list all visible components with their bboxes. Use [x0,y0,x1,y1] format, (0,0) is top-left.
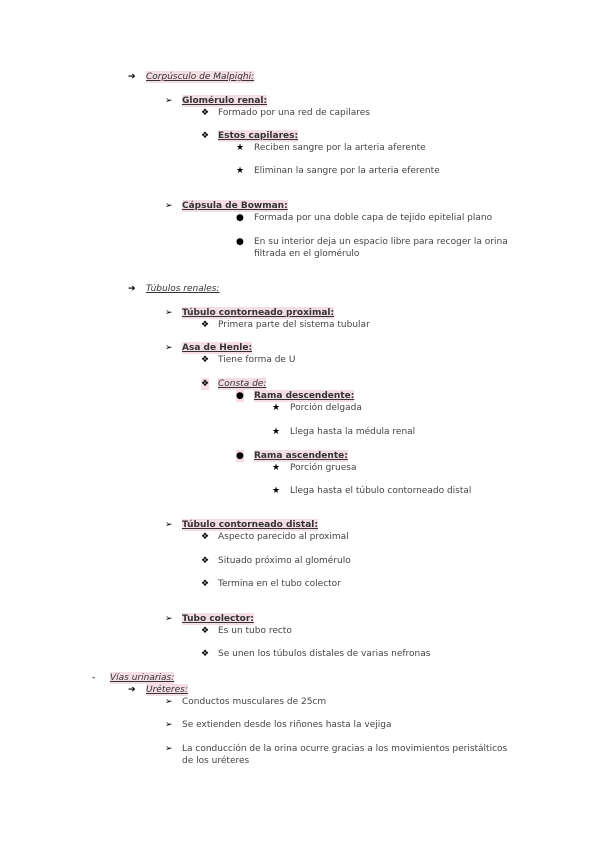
diamond-bullet-icon: ❖ [201,355,210,365]
heading-henle: Asa de Henle: [182,343,253,353]
text-descendente-2: Llega hasta la médula renal [290,427,416,437]
heading-ascendente: Rama ascendente: [254,451,348,461]
diamond-bullet-icon: ❖ [201,108,210,118]
text-henle-1: Tiene forma de U [218,355,296,365]
text-ascendente-1: Porción gruesa [290,463,357,473]
diamond-bullet-icon: ❖ [201,626,210,636]
text-ascendente-2: Llega hasta el túbulo contorneado distal [290,486,472,496]
chevron-bullet-icon: ➢ [165,343,173,353]
heading-tubulos: Túbulos renales: [146,284,220,294]
heading-descendente: Rama descendente: [254,391,355,401]
text-ureteres-1: Conductos musculares de 25cm [182,697,327,707]
diamond-bullet-icon: ❖ [201,579,210,589]
diamond-bullet-icon: ❖ [201,532,210,542]
chevron-bullet-icon: ➢ [165,614,173,624]
text-capsula-1: Formada por una doble capa de tejido epitelial plano [254,213,493,223]
star-bullet-icon: ★ [236,143,245,153]
diamond-bullet-icon: ❖ [201,649,210,659]
chevron-bullet-icon: ➢ [165,308,173,318]
text-capsula-2a: En su interior deja un espacio libre para recoger la orina [254,237,508,247]
text-capilares-2: Eliminan la sangre por la arteria eferente [254,166,440,176]
text-proximal-1: Primera parte del sistema tubular [218,320,370,330]
diamond-bullet-icon: ❖ [201,320,210,330]
diamond-bullet-icon: ❖ [201,556,210,566]
text-distal-2: Situado próximo al glomérulo [218,556,351,566]
heading-ureteres: Uréteres: [146,685,188,695]
diamond-bullet-icon: ❖ [201,131,210,141]
heading-distal: Túbulo contorneado distal: [182,520,318,530]
chevron-bullet-icon: ➢ [165,520,173,530]
arrow-bullet-icon: ➔ [128,284,136,294]
heading-capilares: Estos capilares: [218,131,299,141]
dot-bullet-icon: ● [236,451,244,461]
heading-capsula: Cápsula de Bowman: [182,201,288,211]
heading-consta: Consta de: [218,379,267,389]
text-capsula-2b: filtrada en el glomérulo [254,249,360,259]
chevron-bullet-icon: ➢ [165,744,173,754]
heading-vias: Vías urinarias: [110,673,175,683]
chevron-bullet-icon: ➢ [165,96,173,106]
chevron-bullet-icon: ➢ [165,697,173,707]
star-bullet-icon: ★ [236,166,245,176]
text-capilares-1: Reciben sangre por la arteria aferente [254,143,426,153]
chevron-bullet-icon: ➢ [165,720,173,730]
text-glomerulo-1: Formado por una red de capilares [218,108,370,118]
star-bullet-icon: ★ [272,403,281,413]
heading-colector: Tubo colector: [182,614,254,624]
text-colector-2: Se unen los túbulos distales de varias nefronas [218,649,431,659]
text-ureteres-3a: La conducción de la orina ocurre gracias a los movimientos peristálticos [182,744,508,754]
star-bullet-icon: ★ [272,486,281,496]
arrow-bullet-icon: ➔ [128,685,136,695]
text-colector-1: Es un tubo recto [218,626,292,636]
heading-proximal: Túbulo contorneado proximal: [182,308,335,318]
star-bullet-icon: ★ [272,463,281,473]
diamond-bullet-icon: ❖ [201,379,210,389]
dash-bullet-icon: - [92,673,96,683]
dot-bullet-icon: ● [236,237,244,247]
dot-bullet-icon: ● [236,213,244,223]
text-descendente-1: Porción delgada [290,403,362,413]
heading-glomerulo: Glomérulo renal: [182,96,268,106]
star-bullet-icon: ★ [272,427,281,437]
text-ureteres-2: Se extienden desde los riñones hasta la vejiga [182,720,392,730]
text-distal-3: Termina en el tubo colector [218,579,341,589]
arrow-bullet-icon: ➔ [128,72,136,82]
dot-bullet-icon: ● [236,391,244,401]
text-distal-1: Aspecto parecido al proximal [218,532,349,542]
text-ureteres-3b: de los uréteres [182,756,250,766]
chevron-bullet-icon: ➢ [165,201,173,211]
heading-corpusculo: Corpúsculo de Malpighi: [146,72,255,82]
